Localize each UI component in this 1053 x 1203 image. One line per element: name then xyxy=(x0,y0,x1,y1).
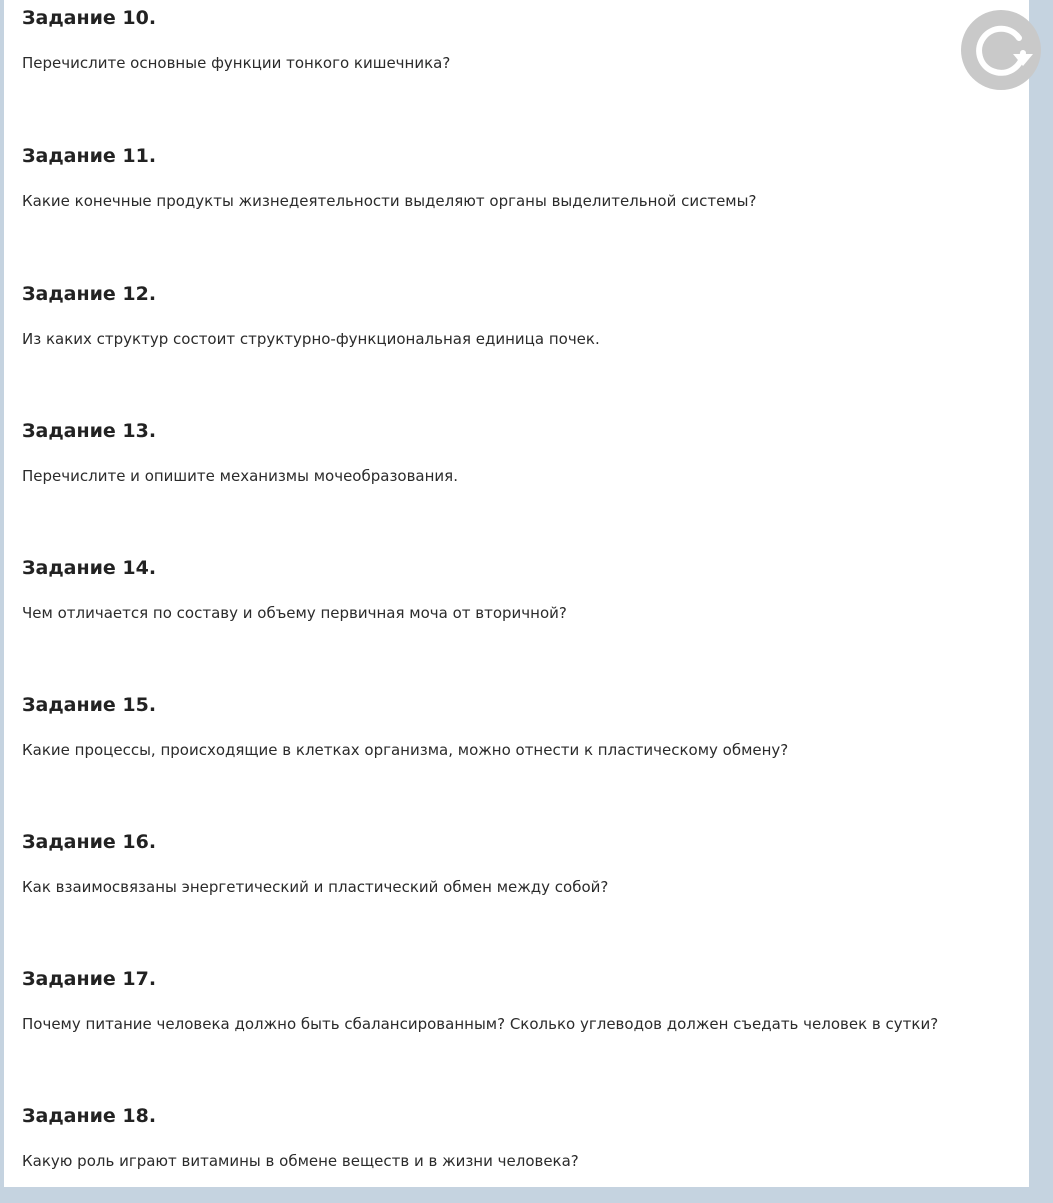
task-question: Почему питание человека должно быть сбалансированным? Сколько углеводов должен съедать человек в сутки? xyxy=(22,1015,939,1033)
task-10 xyxy=(22,6,1027,73)
task-title: Задание 15. xyxy=(22,694,157,716)
document-content xyxy=(4,0,1029,1187)
task-question: Перечислите и опишите механизмы мочеобразования. xyxy=(22,467,458,485)
task-question: Какую роль играют витамины в обмене веществ и в жизни человека? xyxy=(22,1152,579,1170)
refresh-button[interactable] xyxy=(961,10,1041,90)
task-question: Какие процессы, происходящие в клетках организма, можно отнести к пластическому обмену? xyxy=(22,741,789,759)
task-title: Задание 18. xyxy=(22,1105,157,1127)
task-17 xyxy=(22,967,1027,1034)
task-title: Задание 17. xyxy=(22,968,157,990)
task-title: Задание 14. xyxy=(22,557,157,579)
refresh-icon xyxy=(961,10,1041,90)
task-12 xyxy=(22,282,1027,349)
task-14 xyxy=(22,556,1027,623)
task-13 xyxy=(22,419,1027,486)
task-title: Задание 16. xyxy=(22,831,157,853)
task-11 xyxy=(22,144,1027,211)
task-title: Задание 12. xyxy=(22,283,157,305)
task-title: Задание 11. xyxy=(22,145,157,167)
task-question: Чем отличается по составу и объему первичная моча от вторичной? xyxy=(22,604,567,622)
task-16 xyxy=(22,830,1027,897)
task-question: Из каких структур состоит структурно-функциональная единица почек. xyxy=(22,330,600,348)
task-title: Задание 10. xyxy=(22,7,157,29)
task-18 xyxy=(22,1104,1027,1171)
task-question: Перечислите основные функции тонкого кишечника? xyxy=(22,54,451,72)
task-question: Какие конечные продукты жизнедеятельности выделяют органы выделительной системы? xyxy=(22,192,757,210)
task-title: Задание 13. xyxy=(22,420,157,442)
task-15 xyxy=(22,693,1027,760)
task-question: Как взаимосвязаны энергетический и пластический обмен между собой? xyxy=(22,878,609,896)
